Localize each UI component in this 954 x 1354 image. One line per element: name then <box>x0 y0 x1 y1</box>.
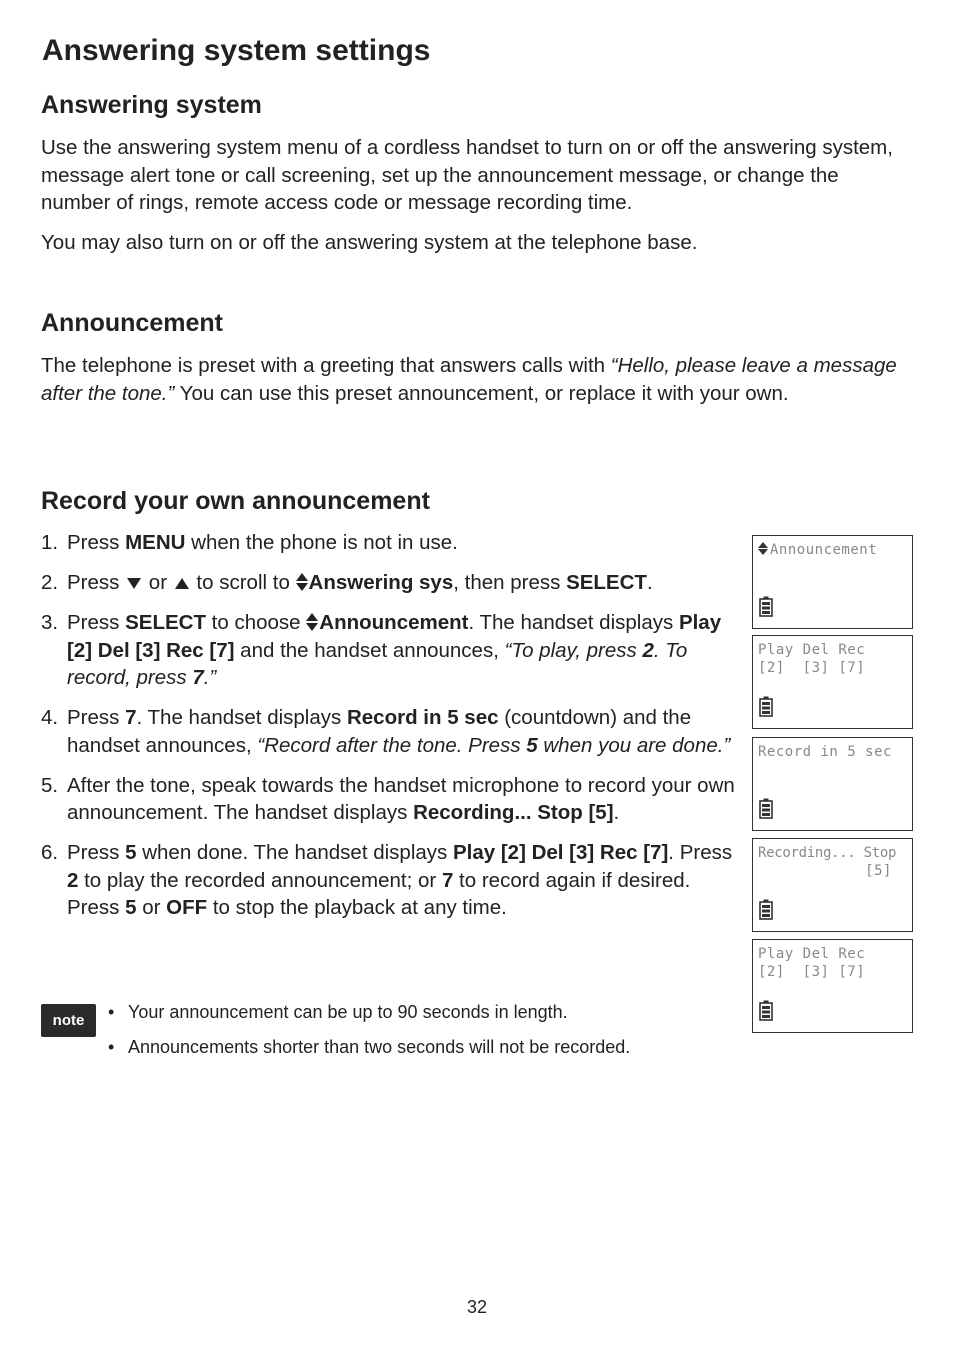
display-recording-stop: Recording... Stop [5] <box>413 801 614 824</box>
answering-system-para-2: You may also turn on or off the answering system at the telephone base. <box>41 231 698 254</box>
step-text: when done. The handset displays <box>136 841 453 864</box>
note-badge: note <box>41 1004 96 1037</box>
note-list <box>108 999 630 1069</box>
key-5: 5 <box>125 896 137 919</box>
heading-answering-system: Answering system <box>41 91 262 119</box>
step-text: Press <box>67 531 126 554</box>
step-number: 3. <box>41 611 59 634</box>
screen-line-1: Recording... Stop <box>758 845 897 861</box>
step-text: , then press <box>453 571 567 594</box>
step-text: or <box>136 896 167 919</box>
screen-line-2: [2] [3] [7] <box>758 660 866 676</box>
step-text: . <box>613 801 620 824</box>
display-play-del-rec: Play [2] Del [3] Rec [7] <box>452 841 669 864</box>
prompt-key: 2 <box>642 638 654 662</box>
step-text: to play the recorded announcement; or <box>78 868 442 892</box>
step-5 <box>41 772 741 827</box>
down-arrow-icon <box>127 578 141 589</box>
handset-screen-recording <box>752 838 913 932</box>
up-arrow-icon <box>175 578 189 589</box>
handset-screen-record-in-5-sec <box>752 737 913 831</box>
step-number: 4. <box>41 706 59 729</box>
display-play-del-rec: Play [2] Del [3] Rec [7] <box>67 611 722 662</box>
step-text: to stop the playback at any time. <box>207 896 507 919</box>
step-text: Press <box>67 706 126 729</box>
step-text: After the tone, speak towards the handset microphone to record your own announcement. The handset displays <box>67 773 735 824</box>
step-text: or <box>143 571 173 594</box>
answering-system-para-1: Use the answering system menu of a cordless handset to turn on or off the answering system, message alert tone or call screening, set up the announcement message, or change the number of rings, remote access code or message recording time. <box>41 136 893 214</box>
key-menu: MENU <box>125 531 186 554</box>
prompt-key: 5 <box>526 733 538 757</box>
prompt-text: “Record after the tone. Press <box>257 733 527 757</box>
prompt-text: “To play, press <box>504 638 643 662</box>
prompt-text: . To record, press <box>67 638 688 689</box>
steps-list <box>41 529 741 934</box>
prompt-key: 7 <box>192 666 204 689</box>
battery-icon <box>759 899 773 920</box>
up-down-arrow-icon <box>296 573 308 591</box>
heading-announcement: Announcement <box>41 309 223 337</box>
handset-screen-announcement <box>752 535 913 629</box>
page-title: Answering system settings <box>42 34 431 67</box>
battery-icon <box>759 696 773 717</box>
screen-line-1 <box>758 542 877 558</box>
step-text: Press <box>67 841 126 864</box>
up-down-arrow-icon <box>758 542 768 555</box>
prompt-text: when you are done.” <box>537 733 731 757</box>
announcement-quote: “Hello, please leave a message after the tone.” <box>41 354 897 405</box>
step-4 <box>41 704 741 759</box>
step-text: to record again if desired. Press <box>67 868 691 919</box>
screen-line-2: [5] <box>758 863 892 879</box>
prompt-text: .” <box>203 666 217 689</box>
screen-line-1: Play Del Rec <box>758 642 866 658</box>
note-item: • Announcements shorter than two seconds will not be recorded. <box>108 1034 630 1060</box>
step-number: 5. <box>41 773 59 797</box>
note-item: • Your announcement can be up to 90 seconds in length. <box>108 999 630 1025</box>
step-text: . The handset displays <box>468 611 679 634</box>
screen-line-1: Play Del Rec <box>758 946 866 962</box>
step-number: 6. <box>41 841 59 864</box>
menu-announcement: Announcement <box>319 611 469 634</box>
step-6 <box>41 839 741 922</box>
step-text: . The handset displays <box>136 706 347 729</box>
key-7: 7 <box>441 868 454 892</box>
screen-text: Announcement <box>770 542 878 558</box>
screen-line-2: [2] [3] [7] <box>758 964 866 980</box>
step-text: Press <box>67 571 126 594</box>
key-2: 2 <box>67 868 79 892</box>
handset-screen-play-del-rec-2 <box>752 939 913 1033</box>
heading-record-announcement: Record your own announcement <box>41 487 430 515</box>
announcement-text-a: The telephone is preset with a greeting that answers calls with <box>41 354 611 377</box>
step-2 <box>41 569 741 597</box>
key-off: OFF <box>166 896 208 919</box>
screen-line-1: Record in 5 sec <box>758 744 892 760</box>
key-select: SELECT <box>566 571 647 594</box>
battery-icon <box>759 596 773 617</box>
step-text: when the phone is not in use. <box>185 531 458 554</box>
up-down-arrow-icon <box>306 613 318 631</box>
step-text: . Press <box>668 841 733 864</box>
announcement-text-b: You can use this preset announcement, or replace it with your own. <box>174 381 789 405</box>
step-1 <box>41 529 741 557</box>
page-number: 32 <box>466 1297 488 1317</box>
step-text: and the handset announces, <box>234 638 505 662</box>
key-7: 7 <box>125 706 137 729</box>
step-3 <box>41 609 741 692</box>
display-record-in-5-sec: Record in 5 sec <box>346 706 499 729</box>
step-number: 1. <box>41 531 59 554</box>
step-number: 2. <box>41 571 59 594</box>
battery-icon <box>759 798 773 819</box>
step-text: . <box>646 571 653 594</box>
key-select: SELECT <box>125 611 206 634</box>
handset-screen-play-del-rec <box>752 635 913 729</box>
battery-icon <box>759 1000 773 1021</box>
menu-answering-sys: Answering sys <box>308 571 454 594</box>
key-5: 5 <box>125 841 137 864</box>
step-text: Press <box>67 611 126 634</box>
announcement-para <box>41 352 901 407</box>
step-text: to scroll to <box>190 571 296 594</box>
step-text: (countdown) and the handset announces, <box>67 706 692 757</box>
step-text: to choose <box>205 611 307 634</box>
